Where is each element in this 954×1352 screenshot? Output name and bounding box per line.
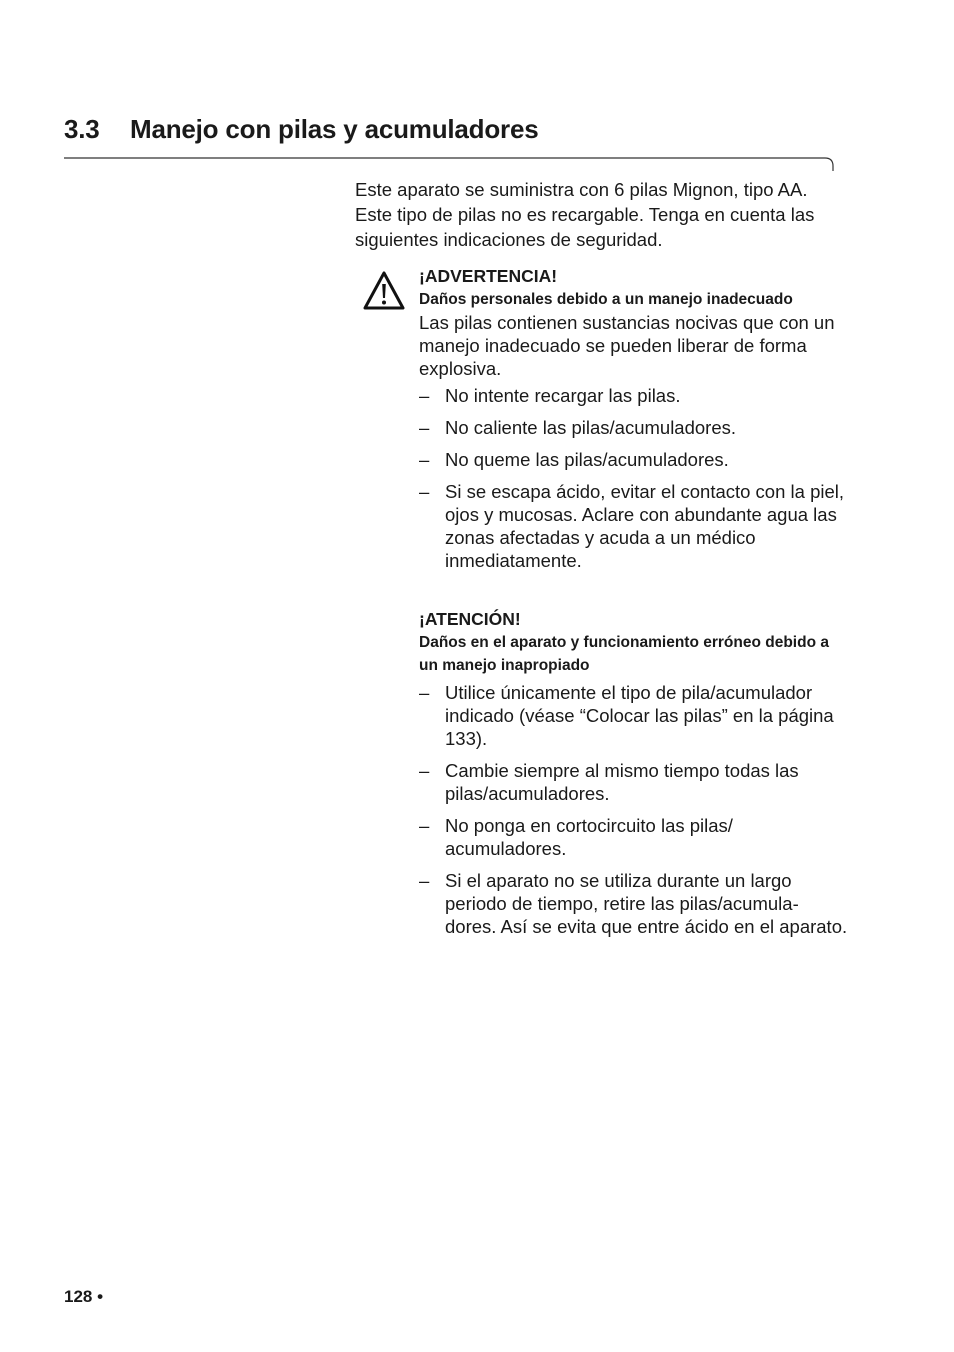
list-item-text: Si el aparato no se utiliza durante un largo periodo de tiempo, retire las pilas/acumula- dores. Así se evita que entre ácido en el aparato. — [445, 870, 848, 937]
list-item — [419, 480, 849, 572]
section-number: 3.3 — [64, 114, 100, 144]
attention-subtitle: Daños en el aparato y funcionamiento erróneo debido a un manejo inapropiado — [419, 634, 829, 674]
list-item-text: No queme las pilas/acumuladores. — [445, 449, 729, 470]
section-title: Manejo con pilas y acumuladores — [130, 114, 539, 144]
dash-mark: – — [419, 682, 430, 703]
warning-text: Las pilas contienen sustancias nocivas que con un manejo inadecuado se pueden liberar de forma explosiva. — [419, 312, 835, 379]
list-item — [419, 869, 849, 938]
dash-mark: – — [419, 760, 430, 781]
list-item-text: No intente recargar las pilas. — [445, 385, 681, 406]
attention-label: ¡ATENCIÓN! — [419, 609, 521, 629]
attention-list — [419, 681, 849, 938]
warning-triangle-icon — [362, 270, 406, 312]
list-item — [419, 814, 849, 860]
dash-mark: – — [419, 481, 430, 502]
list-item-text: No caliente las pilas/acumuladores. — [445, 417, 737, 438]
list-item-text: Cambie siempre al mismo tiempo todas las pilas/acumuladores. — [445, 760, 799, 804]
dash-mark: – — [419, 815, 430, 836]
page-footer — [64, 1287, 103, 1307]
intro-paragraph: Este aparato se suministra con 6 pilas Mignon, tipo AA. Este tipo de pilas no es recargable. Tenga en cuenta las siguientes indicaciones de seguridad. — [355, 179, 815, 250]
list-item-text: Utilice únicamente el tipo de pila/acumulador indicado (véase “Colocar las pilas” en la página 133). — [445, 682, 834, 749]
section-heading — [64, 114, 538, 145]
list-item-text: Si se escapa ácido, evitar el contacto con la piel, ojos y mucosas. Aclare con abundante agua las zonas afectadas y acuda a un médico inmediatamente. — [445, 481, 845, 571]
dash-mark: – — [419, 449, 430, 470]
warning-label: ¡ADVERTENCIA! — [419, 266, 558, 286]
dash-mark: – — [419, 417, 430, 438]
list-item-text: No ponga en cortocircuito las pilas/ acumuladores. — [445, 815, 733, 859]
page-number: 128 — [64, 1287, 93, 1306]
list-item — [419, 416, 849, 439]
section-rule — [64, 157, 834, 171]
warning-list — [419, 384, 849, 572]
list-item — [419, 448, 849, 471]
attention-block — [419, 607, 849, 947]
list-item — [419, 384, 849, 407]
warning-subtitle: Daños personales debido a un manejo inadecuado — [419, 291, 793, 308]
dash-mark: – — [419, 870, 430, 891]
dash-mark: – — [419, 385, 430, 406]
footer-bullet: • — [97, 1287, 104, 1306]
list-item — [419, 681, 849, 750]
warning-block — [419, 264, 849, 581]
list-item — [419, 759, 849, 805]
